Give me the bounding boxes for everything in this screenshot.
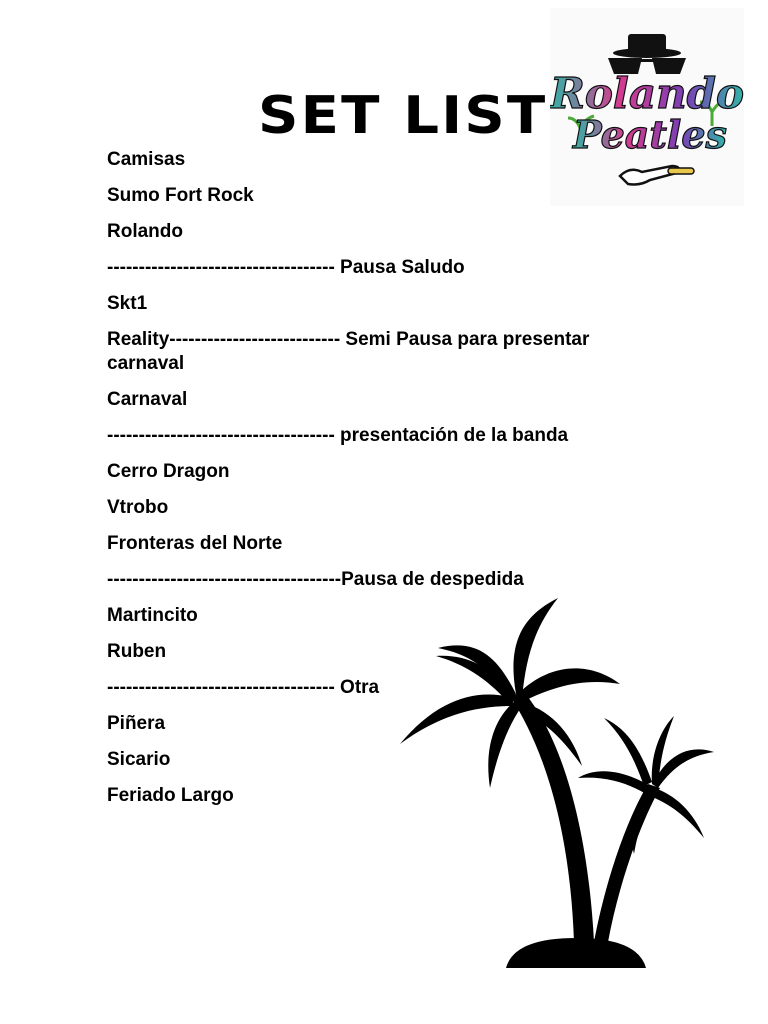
logo-line2: Peatles [573, 112, 727, 157]
list-item: -------------------------------------Pausa de despedida [107, 569, 524, 590]
list-item: Piñera [107, 713, 166, 734]
list-item: Feriado Largo [107, 785, 234, 806]
list-item: Camisas [107, 149, 186, 170]
list-item: Rolando [107, 221, 183, 242]
list-item: Skt1 [107, 293, 148, 314]
list-item: ------------------------------------ Otra [107, 677, 380, 698]
logo-line1: Rolando [550, 69, 744, 118]
list-item: Ruben [107, 641, 167, 662]
list-item: Sumo Fort Rock [107, 185, 254, 206]
list-item: Reality--------------------------- Semi Pausa para presentar carnaval [107, 329, 590, 374]
list-item: Fronteras del Norte [107, 533, 283, 554]
palm-trees-illustration [398, 598, 716, 970]
palm-trees-icon [398, 598, 716, 970]
list-item: Cerro Dragon [107, 461, 230, 482]
page-title: SET LIST [258, 86, 548, 146]
list-item: Vtrobo [107, 497, 169, 518]
list-item: ------------------------------------ presentación de la banda [107, 425, 569, 446]
list-item: Martincito [107, 605, 198, 626]
list-item: Carnaval [107, 389, 188, 410]
list-item: Sicario [107, 749, 171, 770]
list-item: ------------------------------------ Pausa Saludo [107, 257, 465, 278]
